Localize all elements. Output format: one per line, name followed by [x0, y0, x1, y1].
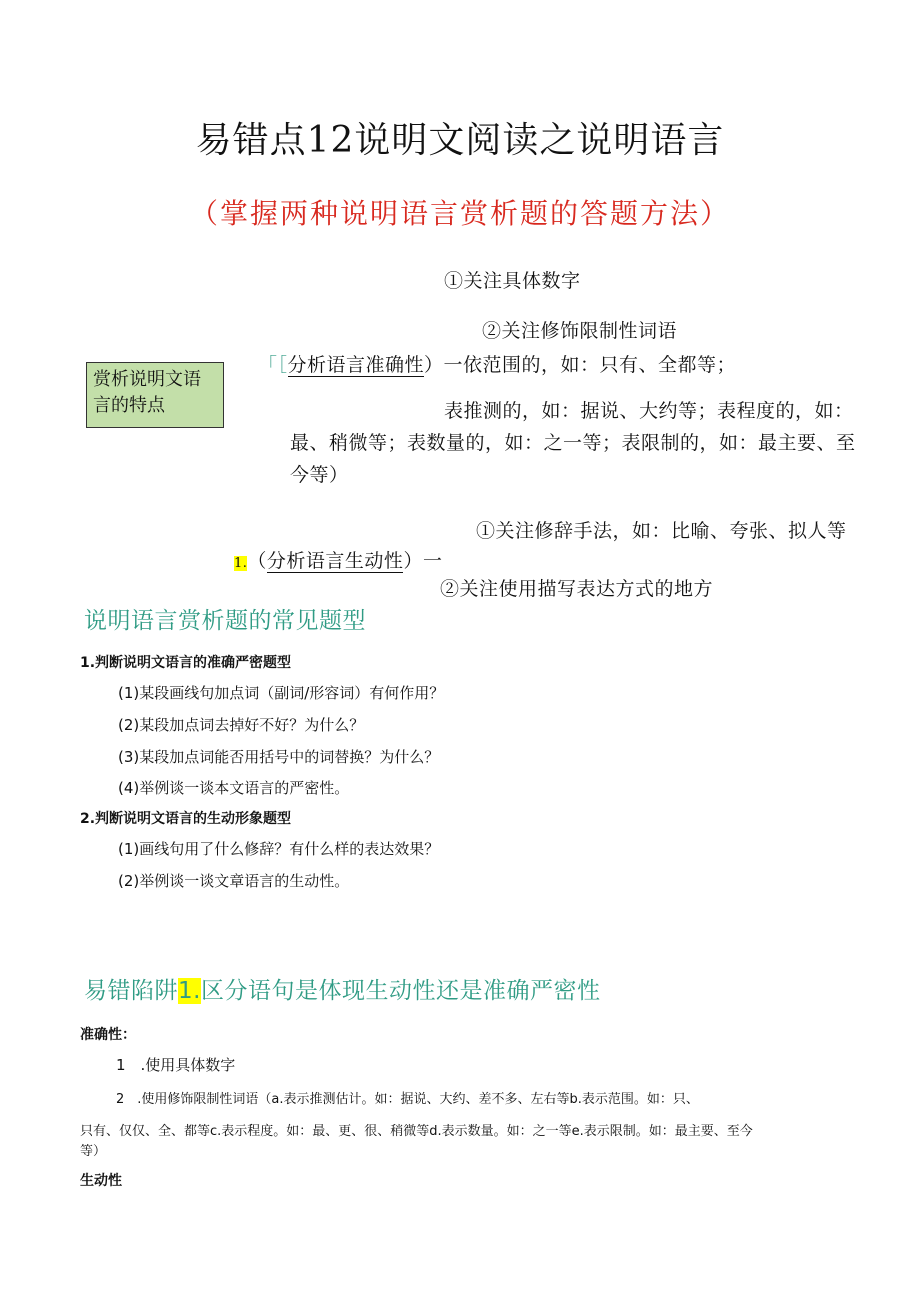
accuracy-point-2-end: 等） — [80, 1144, 107, 1159]
trap-heading-post: 区分语句是体现生动性还是准确严密性 — [200, 978, 601, 1004]
accuracy-item-1: ①关注具体数字 — [444, 270, 581, 292]
trap-heading-number: 1. — [178, 978, 201, 1004]
group-2-title: 2.判断说明文语言的生动形象题型 — [80, 811, 292, 827]
accuracy-line-4: 今等） — [290, 464, 349, 486]
vividness-subheading: 生动性 — [80, 1173, 122, 1189]
vividness-item-2: ②关注使用描写表达方式的地方 — [440, 578, 714, 600]
group-1-item: (3)某段加点词能否用括号中的词替换？为什么？ — [118, 748, 440, 766]
accuracy-point-1: 1 .使用具体数字 — [116, 1056, 236, 1074]
group-1-item: (4)举例谈一谈本文语言的严密性。 — [118, 779, 350, 797]
accuracy-point-2-cont: 只有、仅仅、全、都等c.表示程度。如：最、更、很、稍微等d.表示数量。如：之一等e.表示限制。如：最主要、至今 — [80, 1124, 753, 1139]
accuracy-item-2: ②关注修饰限制性词语 — [482, 320, 678, 342]
vividness-branch — [234, 546, 442, 573]
vividness-item-1: ①关注修辞手法，如：比喻、夸张、拟人等 — [476, 520, 847, 542]
accuracy-open-mark: 「［ — [258, 354, 288, 376]
accuracy-subheading: 准确性： — [80, 1027, 136, 1043]
vividness-open-paren: （ — [247, 550, 267, 572]
vividness-marker: 1. — [234, 556, 248, 571]
accuracy-label: 分析语言准确性 — [287, 354, 425, 376]
group-2-item: (2)举例谈一谈文章语言的生动性。 — [118, 872, 350, 890]
feature-box: 赏析说明文语言的特点 — [86, 362, 224, 428]
accuracy-branch — [258, 350, 736, 377]
section-heading-trap — [84, 972, 600, 1005]
page-title: 易错点12说明文阅读之说明语言 — [195, 120, 725, 161]
group-1-title: 1.判断说明文语言的准确严密题型 — [80, 655, 292, 671]
vividness-after-label: ）一 — [403, 550, 443, 572]
group-2-item: (1)画线句用了什么修辞？有什么样的表达效果？ — [118, 840, 440, 858]
accuracy-after-label: ）一依范围的，如：只有、全都等； — [424, 354, 737, 376]
accuracy-point-2: 2 .使用修饰限制性词语（a.表示推测估计。如：据说、大约、差不多、左右等b.表示范围。如：只、 — [116, 1092, 699, 1107]
section-heading-question-types: 说明语言赏析题的常见题型 — [84, 608, 366, 634]
trap-heading-pre: 易错陷阱 — [84, 978, 178, 1004]
group-1-item: (1)某段画线句加点词（副词/形容词）有何作用？ — [118, 684, 445, 702]
vividness-label: 分析语言生动性 — [266, 550, 404, 572]
group-1-item: (2)某段加点词去掉好不好？为什么？ — [118, 716, 365, 734]
accuracy-line-2: 表推测的，如：据说、大约等；表程度的，如： — [444, 400, 854, 422]
page-subtitle: （掌握两种说明语言赏析题的答题方法） — [189, 197, 730, 230]
accuracy-line-3: 最、稍微等；表数量的，如：之一等；表限制的，如：最主要、至 — [290, 432, 856, 454]
